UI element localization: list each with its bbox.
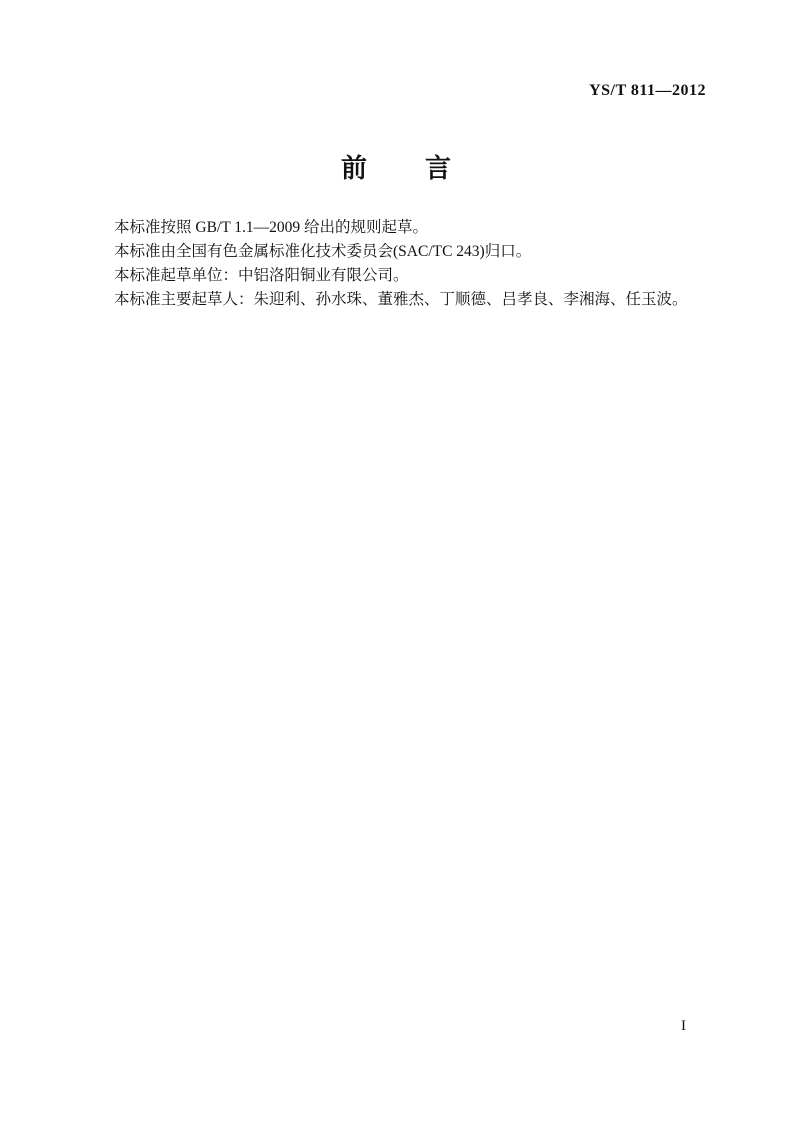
page-title: 前 言: [340, 153, 453, 183]
foreword-body: [114, 216, 706, 312]
foreword-line-drafters: 本标准主要起草人：朱迎利、孙水珠、董雅杰、丁顺德、吕孝良、李湘海、任玉波。: [114, 291, 688, 308]
foreword-line-drafting-organization: 本标准起草单位：中铝洛阳铜业有限公司。: [114, 267, 409, 284]
foreword-line-committee: 本标准由全国有色金属标准化技术委员会(SAC/TC 243)归口。: [114, 243, 532, 260]
page-number: I: [681, 1018, 686, 1034]
standard-number: YS/T 811—2012: [589, 82, 706, 99]
foreword-line-drafting-rule: 本标准按照 GB/T 1.1—2009 给出的规则起草。: [114, 219, 429, 236]
